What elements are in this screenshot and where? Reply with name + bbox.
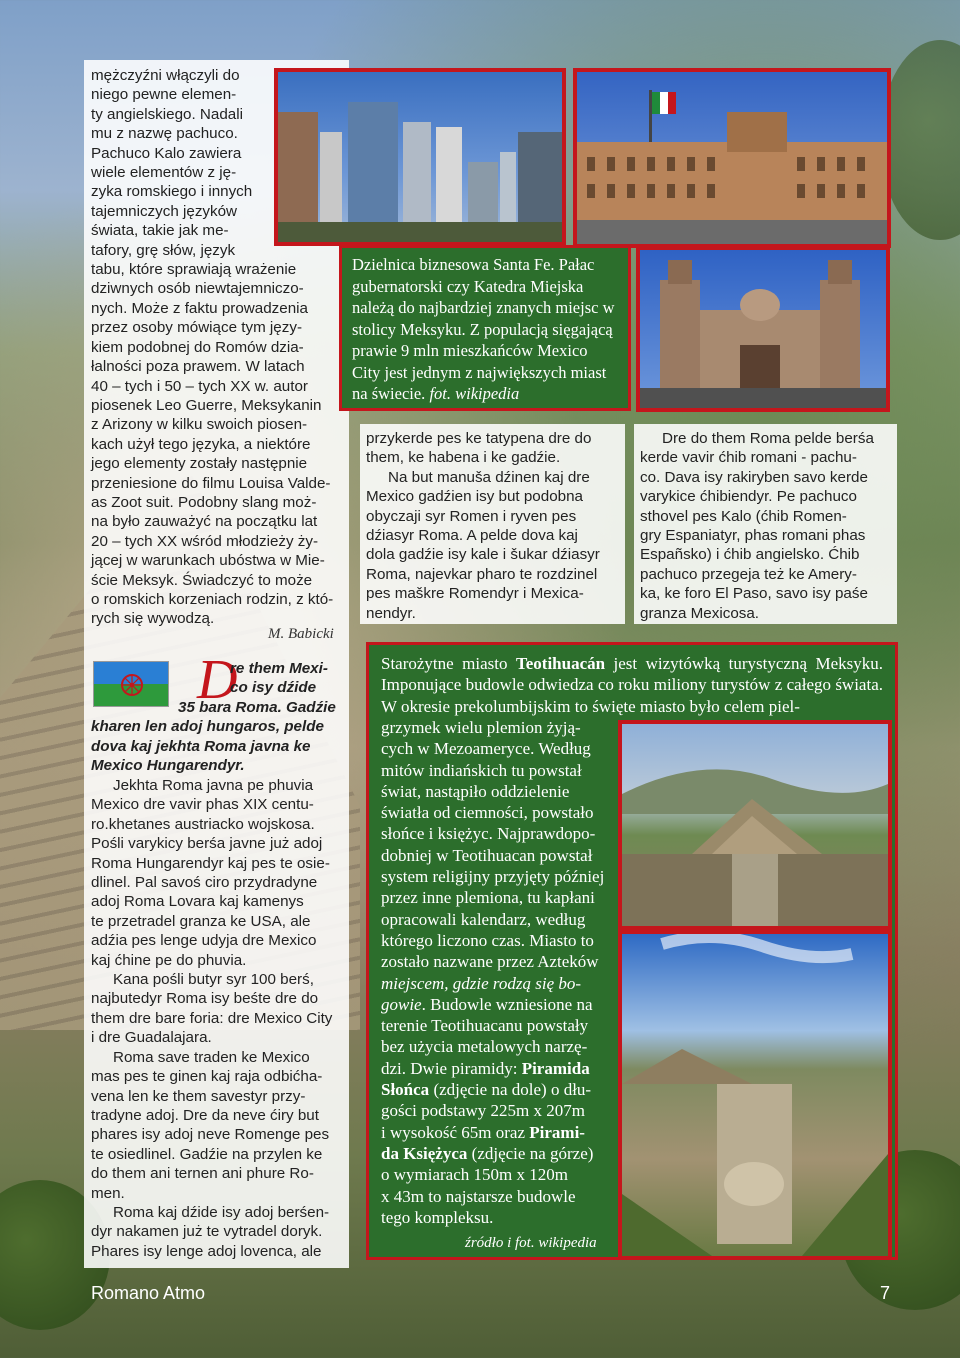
drop-cap: D bbox=[197, 649, 238, 711]
photo-santa-fe bbox=[274, 68, 566, 246]
photo-caption-box bbox=[339, 245, 631, 411]
photo-palacio bbox=[573, 68, 891, 248]
left-paragraph-1: mężczyźni włączyli do niego pewne elemen- ty angielskiego. Nadali mu z nazwę pachuco. Pachuco Kalo zawiera wiele elementów z ję- zyka romskiego i innych tajemniczych języków świata, takie jak me- tafory, grę słów, język tabu, które sprawiają wrażenie dziwnych osób niewtajemniczo- nych. Może z faktu prowadzenia przez osoby mówiące tym języ- kiem podobnej do Romów dzia- łalności poza prawem. W latach 40 – tych i 50 – tych XX w. autor piosenek Leo Guerre, Meksykanin z Arizony w kilku swoich piosen- kach użył tego języka, a niektóre jego elementy zostały następnie przeniesione do filmu Louisa Valde- as Zoot suit. Podobny slang moż- na było zauważyć na początku lat 20 – tych XX wśród młodzieży ży- jącej w warunkach ubóstwa w Mie- ście Meksyk. Świadczyć to może o romskich korzeniach rodzin, z któ- rych się wywodzą. bbox=[91, 67, 334, 628]
photo-cathedral bbox=[636, 246, 890, 412]
lead-paragraph: re them Mexi- co isy dźide bbox=[230, 660, 328, 697]
chakra-wheel-icon bbox=[120, 673, 144, 697]
middle-text: przykerde pes ke tatypena dre do them, ke habena i ke gadźie. Na but manuša dźinen kaj dre Mexico gadźien isy but podobna obyczaji syr Romen i ryven pes dźiasyr Roma. A pelde dova kaj dola gadźie isy kale i šukar dźiasyr Roma, najevkar pharo te rozdzinel pes maškre Romendyr i Mexica- nendyr. bbox=[366, 430, 600, 622]
teo-credit: źródło i fot. wikipedia bbox=[465, 1235, 597, 1251]
lead-paragraph-cont: 35 bara Roma. Gadźie kharen len adoj hungaros, pelde dova kaj jekhta Roma javna ke Mexico Hungarendyr. bbox=[91, 699, 336, 775]
background-tree bbox=[880, 40, 960, 240]
photo-pyramid-sun bbox=[618, 930, 892, 1260]
teo-narrow-text: grzymek wielu plemion żyją- cych w Mezoameryce. Według mitów indiańskich tu powstał świat, nastąpiło oddzielenie światła od ciemności, powstało słońce i księżyc. Najprawdopo- dobniej w Teotihuacan powstał system religijny przyjęty później przez inne plemiona, tu kapłani opracowali kalendarz, według którego liczono czas. Miasto to zostało nazwane przez Azteków miejscem, gdzie rodzą się bo- gowie. Budowle wzniesione na terenie Teotihuacanu powstały bez użycia metalowych narzę- dzi. Dwie piramidy: Piramida Słońca (zdjęcie na dole) o dłu- gości podstawy 225m x 207m i wysokość 65m oraz Pirami- da Księżyca (zdjęcie na górze) o wymiarach 150m x 120m x 43m to najstarsze budowle tego kompleksu. bbox=[381, 718, 605, 1227]
author-signature: M. Babicki bbox=[268, 626, 334, 642]
caption-text: Dzielnica biznesowa Santa Fe. Pałac gubernatorski czy Katedra Miejska należą do najbardziej znanych miejsc w stolicy Meksyku. Z populacją sięgającą prawie 9 mln mieszkańców Mexico City jest jednym z największych miast na świecie. bbox=[352, 255, 615, 403]
left-paragraph-2: Jekhta Roma javna pe phuvia Mexico dre vavir phas XIX centu- ro.khetanes austriacko wojskosa. Pośli varykicy berśa javne już adoj Roma Hungarendyr kaj pes te osie- dlinel. Pal savoś ciro przydradyne adoj Roma Lovara kaj kamenys te przetradel granza ke USA, ale adźia pes lenge udyja dre Mexico kaj ćhine pe do phuvia. Kana pośli butyr syr 100 berś, najbutedyr Roma isy beśte dre do them dre bare foria: dre Mexico City i dre Guadalajara. Roma save traden ke Mexico mas pes te ginen kaj raja odbićha- vena len ke them savestyr przy- tradyne adoj. Dre da neve ćiry but phares isy adoj neve Romenge pes te osiedlinel. Gadźie na przylen ke do them ani ternen ani phure Ro- men. Roma kaj dźide isy adoj berśen- dyr nakamen już te vytradel doryk. Phares isy lenge adoj lovenca, ale bbox=[91, 777, 333, 1260]
page-number: 7 bbox=[880, 1283, 891, 1303]
teo-intro: Starożytne miasto Teotihuacán jest wizytówką turystyczną Meksyku. Imponujące budowle odwiedza co roku miliony turystów z całego świata. W okresie prekolumbijskim to święte miasto było celem piel- bbox=[381, 654, 883, 716]
right-text: Dre do them Roma pelde berśa kerde vavir ćhib romani - pachu- co. Dava isy rakiryben savo kerde varykice ćhibiendyr. Pe pachuco sthovel pes Kalo (ćhib Romen- gry Espaniatyr, phas romani phas Españsko) i ćhib angielsko. Ćhib pachuco przegeja też ke Amery- ka, ke foro El Paso, savo isy paśe granza Mexicosa. bbox=[640, 430, 874, 622]
magazine-name: Romano Atmo bbox=[91, 1283, 206, 1303]
photo-pyramid-moon bbox=[618, 720, 892, 930]
caption-credit: fot. wikipedia bbox=[429, 384, 520, 403]
